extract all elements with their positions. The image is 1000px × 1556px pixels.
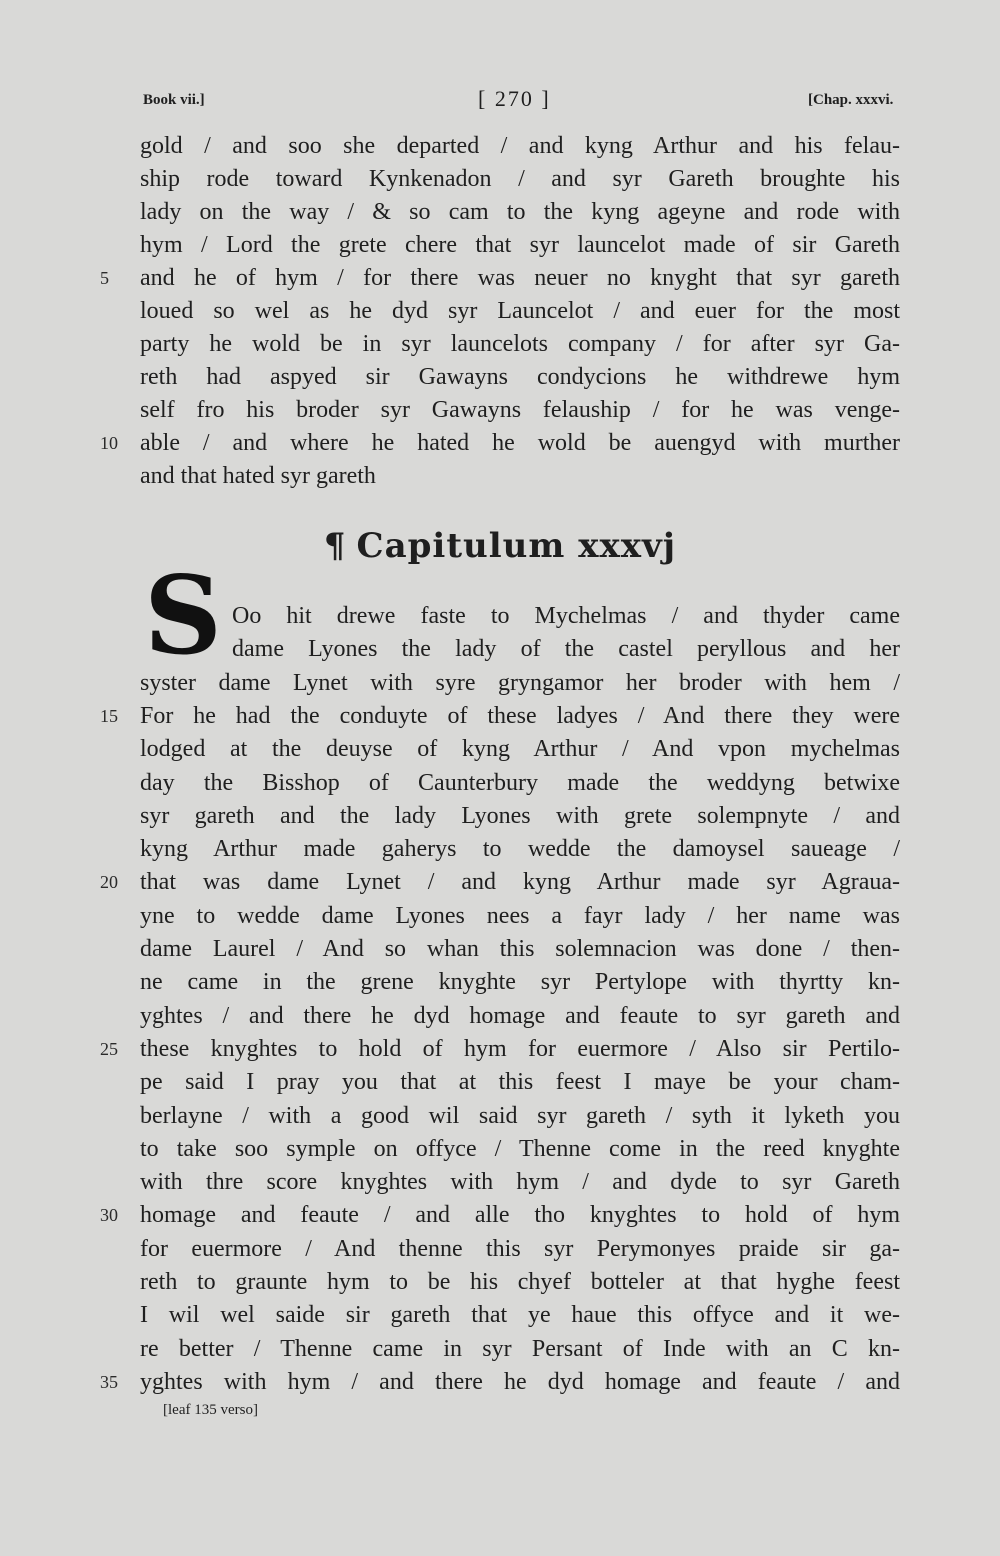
text-line: syster dame Lynet with syre gryngamor her broder with hem / <box>140 669 900 696</box>
text-line: kyng Arthur made gaherys to wedde the damoysel saueage / <box>140 836 900 863</box>
book-reference: Book vii.] <box>143 92 205 108</box>
pilcrow-mark: ¶ <box>323 526 347 566</box>
text-line: For he had the conduyte of these ladyes / And there they were <box>140 702 900 729</box>
chapter-reference: [Chap. xxxvi. <box>808 92 894 108</box>
line-number: 30 <box>100 1205 118 1226</box>
text-line: Oo hit drewe faste to Mychelmas / and thyder came <box>232 603 900 629</box>
text-line: syr gareth and the lady Lyones with grete solempnyte / and <box>140 802 900 829</box>
text-line: day the Bisshop of Caunterbury made the weddyng betwixe <box>140 769 900 796</box>
text-line: reth had aspyed sir Gawayns condycions he withdrewe hym <box>140 364 900 390</box>
text-line: self fro his broder syr Gawayns felauship / for he was venge- <box>140 397 900 423</box>
line-number: 10 <box>100 433 118 453</box>
text-line: dame Lyones the lady of the castel peryllous and her <box>232 636 900 663</box>
text-line: these knyghtes to hold of hym for euermore / Also sir Pertilo- <box>140 1035 900 1062</box>
text-line: ship rode toward Kynkenadon / and syr Gareth broughte his <box>140 166 900 192</box>
text-line: pe said I pray you that at this feest I maye be your cham- <box>140 1069 900 1096</box>
running-head <box>0 86 1000 116</box>
text-line: and he of hym / for there was neuer no knyght that syr gareth <box>140 265 900 291</box>
text-line: party he wold be in syr launcelots company / for after syr Ga- <box>140 331 900 357</box>
text-line: gold / and soo she departed / and kyng Arthur and his felau- <box>140 133 900 159</box>
text-line: that was dame Lynet / and kyng Arthur made syr Agraua- <box>140 869 900 896</box>
line-number: 20 <box>100 872 118 893</box>
line-number: 5 <box>100 268 109 288</box>
text-line: yghtes / and there he dyd homage and feaute to syr gareth and <box>140 1002 900 1029</box>
text-line: berlayne / with a good wil said syr gareth / syth it lyketh you <box>140 1102 900 1129</box>
text-line: and that hated syr gareth <box>140 463 376 489</box>
text-line: I wil wel saide sir gareth that ye haue this offyce and it we- <box>140 1302 900 1329</box>
line-number: 15 <box>100 705 118 726</box>
line-number: 25 <box>100 1038 118 1059</box>
text-line: lodged at the deuyse of kyng Arthur / And vpon mychelmas <box>140 736 900 763</box>
text-line: with thre score knyghtes with hym / and dyde to syr Gareth <box>140 1169 900 1196</box>
text-line: lady on the way / & so cam to the kyng ageyne and rode with <box>140 199 900 225</box>
page-number: [ 270 ] <box>478 86 551 111</box>
text-line: yghtes with hym / and there he dyd homage and feaute / and <box>140 1368 900 1395</box>
line-number: 35 <box>100 1371 118 1392</box>
drop-cap-initial: S <box>144 553 222 679</box>
text-line: re better / Thenne came in syr Persant of Inde with an C kn- <box>140 1335 900 1362</box>
text-line: able / and where he hated he wold be auengyd with murther <box>140 430 900 456</box>
chapter-title: Capitulum xxxvj <box>356 526 677 566</box>
text-line: for euermore / And thenne this syr Perymonyes praide sir ga- <box>140 1235 900 1262</box>
leaf-footnote: [leaf 135 verso] <box>163 1402 258 1418</box>
text-line: loued so wel as he dyd syr Launcelot / and euer for the most <box>140 298 900 324</box>
text-line: to take soo symple on offyce / Thenne come in the reed knyghte <box>140 1135 900 1162</box>
text-line: yne to wedde dame Lyones nees a fayr lady / her name was <box>140 902 900 929</box>
text-line: dame Laurel / And so whan this solemnacion was done / then- <box>140 936 900 962</box>
text-line: ne came in the grene knyghte syr Pertylope with thyrtty kn- <box>140 969 900 996</box>
text-line: hym / Lord the grete chere that syr launcelot made of sir Gareth <box>140 232 900 258</box>
text-line: homage and feaute / and alle tho knyghtes to hold of hym <box>140 1202 900 1229</box>
text-line: reth to graunte hym to be his chyef botteler at that hyghe feest <box>140 1269 900 1295</box>
